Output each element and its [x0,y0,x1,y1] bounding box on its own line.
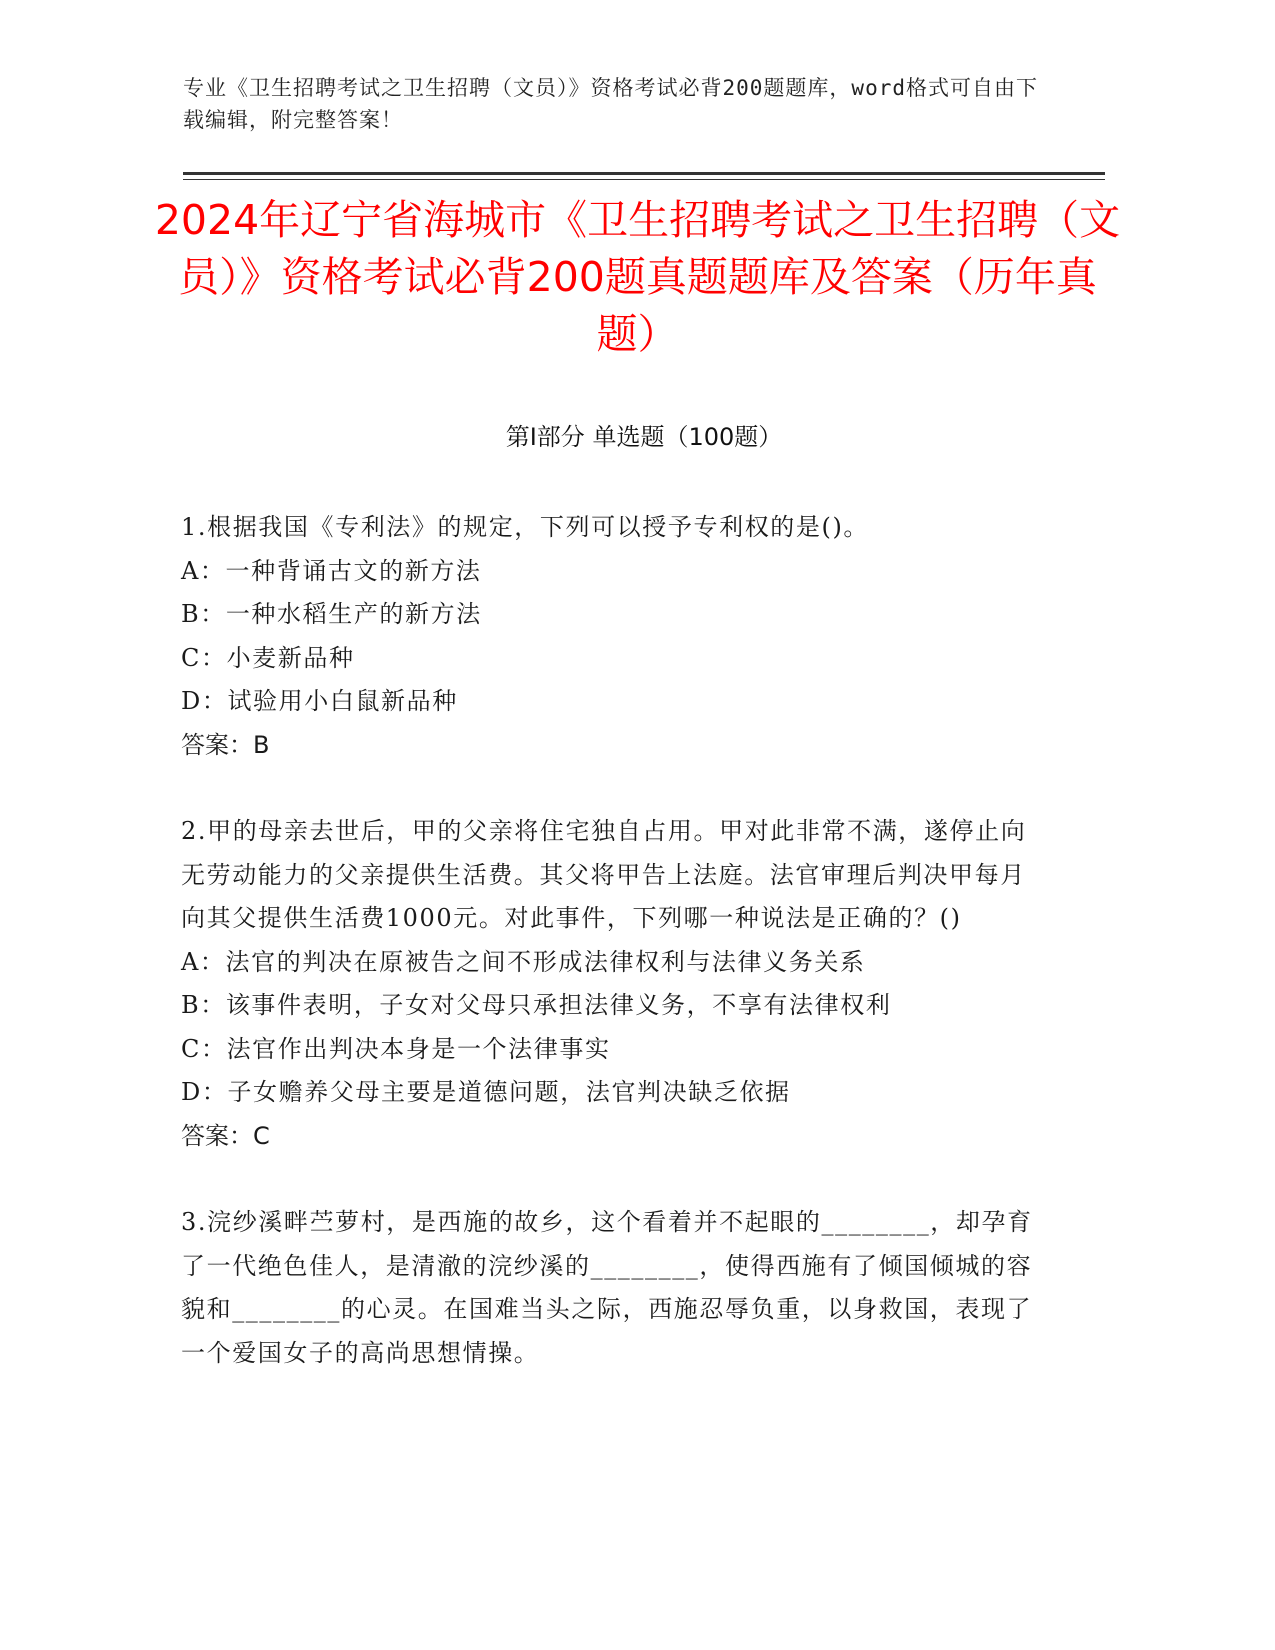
question-stem: 1.根据我国《专利法》的规定，下列可以授予专利权的是()。 [181,513,870,541]
option-b: B：一种水稻生产的新方法 [181,600,482,628]
option-d: D：试验用小白鼠新品种 [181,687,458,715]
header-rule-thick [183,172,1105,175]
section-title: 第Ⅰ部分 单选题（100题） [505,423,783,451]
question-3 [181,1201,1041,1375]
question-1 [181,506,1041,767]
question-stem: 3.浣纱溪畔苎萝村，是西施的故乡，这个看着并不起眼的________，却孕育了一代绝色佳人，是清澈的浣纱溪的________，使得西施有了倾国倾城的容貌和________的心灵。在国难当头之际，西施忍辱负重，以身救国，表现了一个爱国女子的高尚思想情操。 [181,1208,1033,1367]
question-2 [181,810,1041,1158]
document-title: 2024年辽宁省海城市《卫生招聘考试之卫生招聘（文员）》资格考试必背200题真题题库及答案（历年真题） [154,196,1121,358]
question-stem: 2.甲的母亲去世后，甲的父亲将住宅独自占用。甲对此非常不满，遂停止向无劳动能力的父亲提供生活费。其父将甲告上法庭。法官审理后判决甲每月向其父提供生活费1000元。对此事件，下列哪一种说法是正确的？() [181,817,1027,932]
option-d: D：子女赡养父母主要是道德问题，法官判决缺乏依据 [181,1078,791,1106]
header-note: 专业《卫生招聘考试之卫生招聘（文员）》资格考试必背200题题库，word格式可自由下载编辑，附完整答案！ [183,76,1038,132]
header-rule-thin [183,179,1105,180]
option-c: C：小麦新品种 [181,643,355,672]
answer: 答案：C [181,1121,270,1150]
question-list [181,506,1041,1418]
option-a: A：法官的判决在原被告之间不形成法律权利与法律义务关系 [181,947,866,976]
option-a: A：一种背诵古文的新方法 [181,556,482,585]
option-b: B：该事件表明，子女对父母只承担法律义务，不享有法律权利 [181,991,892,1019]
option-c: C：法官作出判决本身是一个法律事实 [181,1034,611,1063]
answer: 答案：B [181,730,270,759]
